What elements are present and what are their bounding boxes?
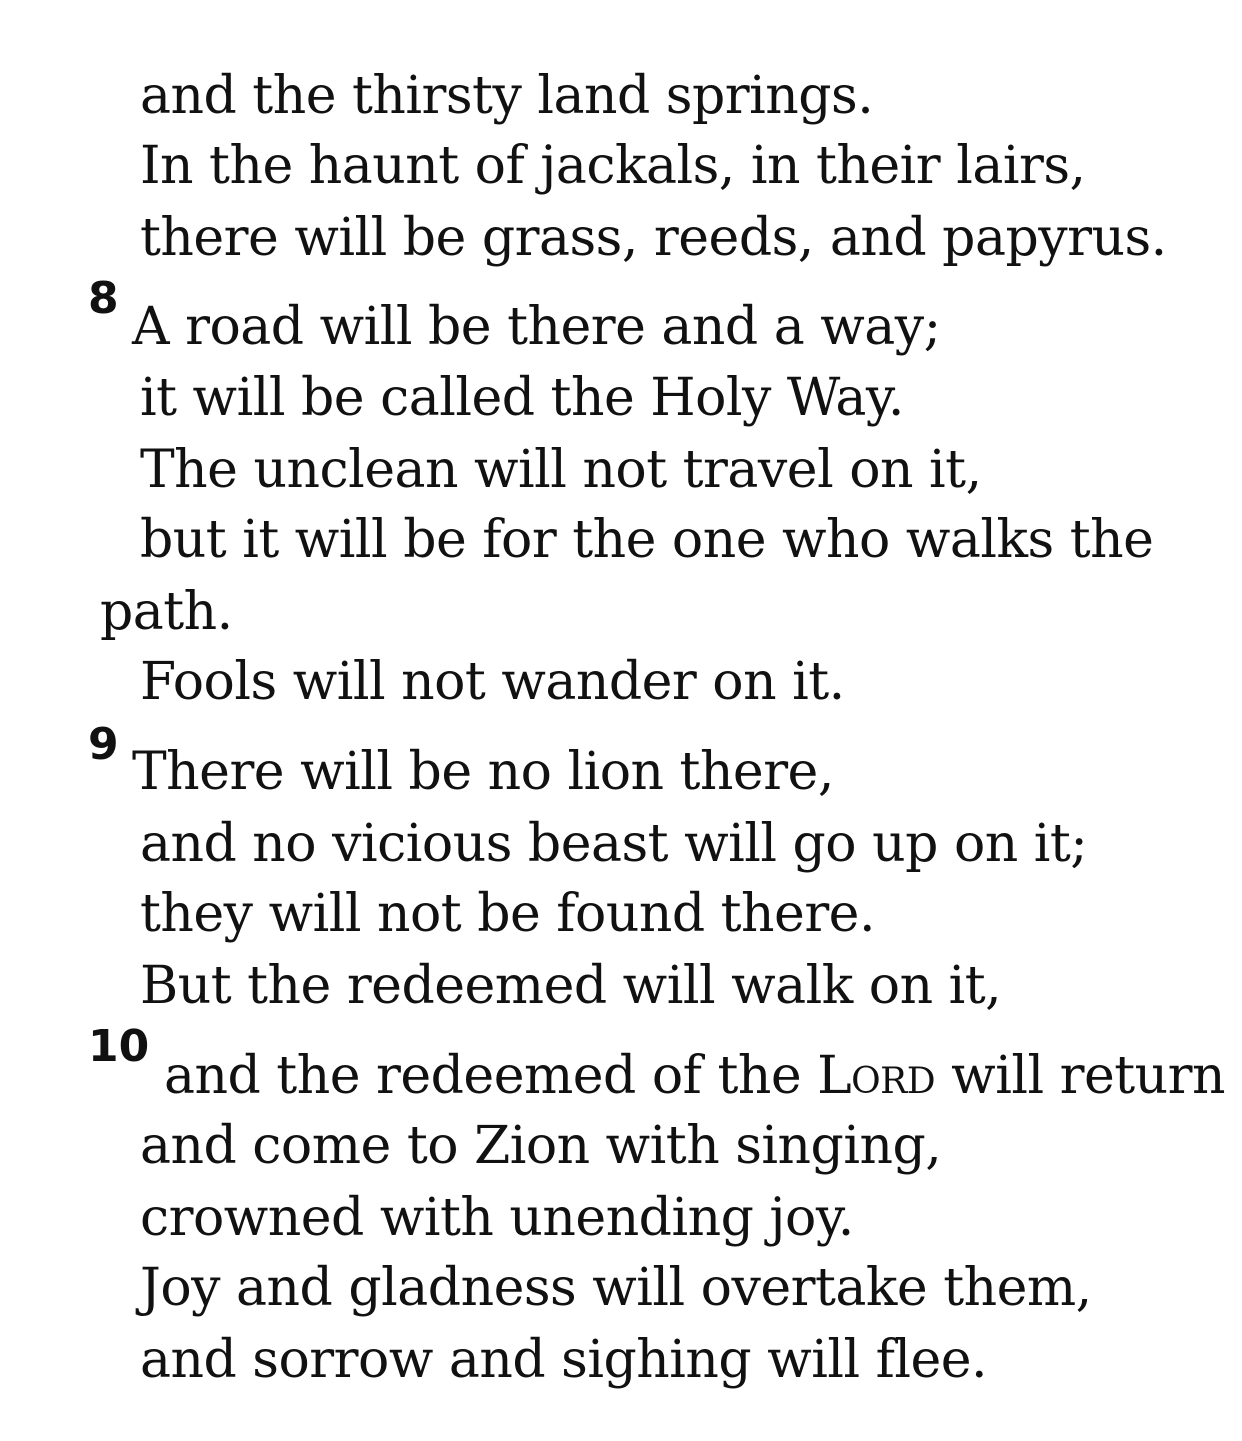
poetry-line: A road will be there and a way; (132, 297, 941, 357)
divine-name: Lord (817, 1046, 936, 1106)
verse-number-8: 8 (88, 273, 119, 324)
text-segment: and the redeemed of the (164, 1046, 818, 1106)
poetry-line: The unclean will not travel on it, (140, 440, 982, 500)
poetry-line: Joy and gladness will overtake them, (140, 1258, 1092, 1318)
poetry-line: it will be called the Holy Way. (140, 368, 904, 428)
poetry-line: and the thirsty land springs. (140, 66, 874, 126)
poetry-line: but it will be for the one who walks the (140, 510, 1154, 570)
poetry-line-wrap: path. (100, 582, 233, 642)
poetry-line: crowned with unending joy. (140, 1188, 854, 1248)
poetry-line: In the haunt of jackals, in their lairs, (140, 136, 1086, 196)
poetry-line: they will not be found there. (140, 884, 875, 944)
poetry-line: there will be grass, reeds, and papyrus. (140, 208, 1167, 268)
poetry-line: and sorrow and sighing will flee. (140, 1330, 988, 1390)
poetry-line: There will be no lion there, (132, 742, 834, 802)
poetry-line (164, 1046, 1225, 1106)
poetry-line: and come to Zion with singing, (140, 1116, 942, 1176)
poetry-line: But the redeemed will walk on it, (140, 956, 1002, 1016)
text-segment: will return (935, 1046, 1225, 1106)
verse-number-9: 9 (88, 719, 119, 770)
poetry-line: Fools will not wander on it. (140, 652, 845, 712)
poetry-line: and no vicious beast will go up on it; (140, 814, 1088, 874)
verse-number-10: 10 (88, 1021, 150, 1072)
